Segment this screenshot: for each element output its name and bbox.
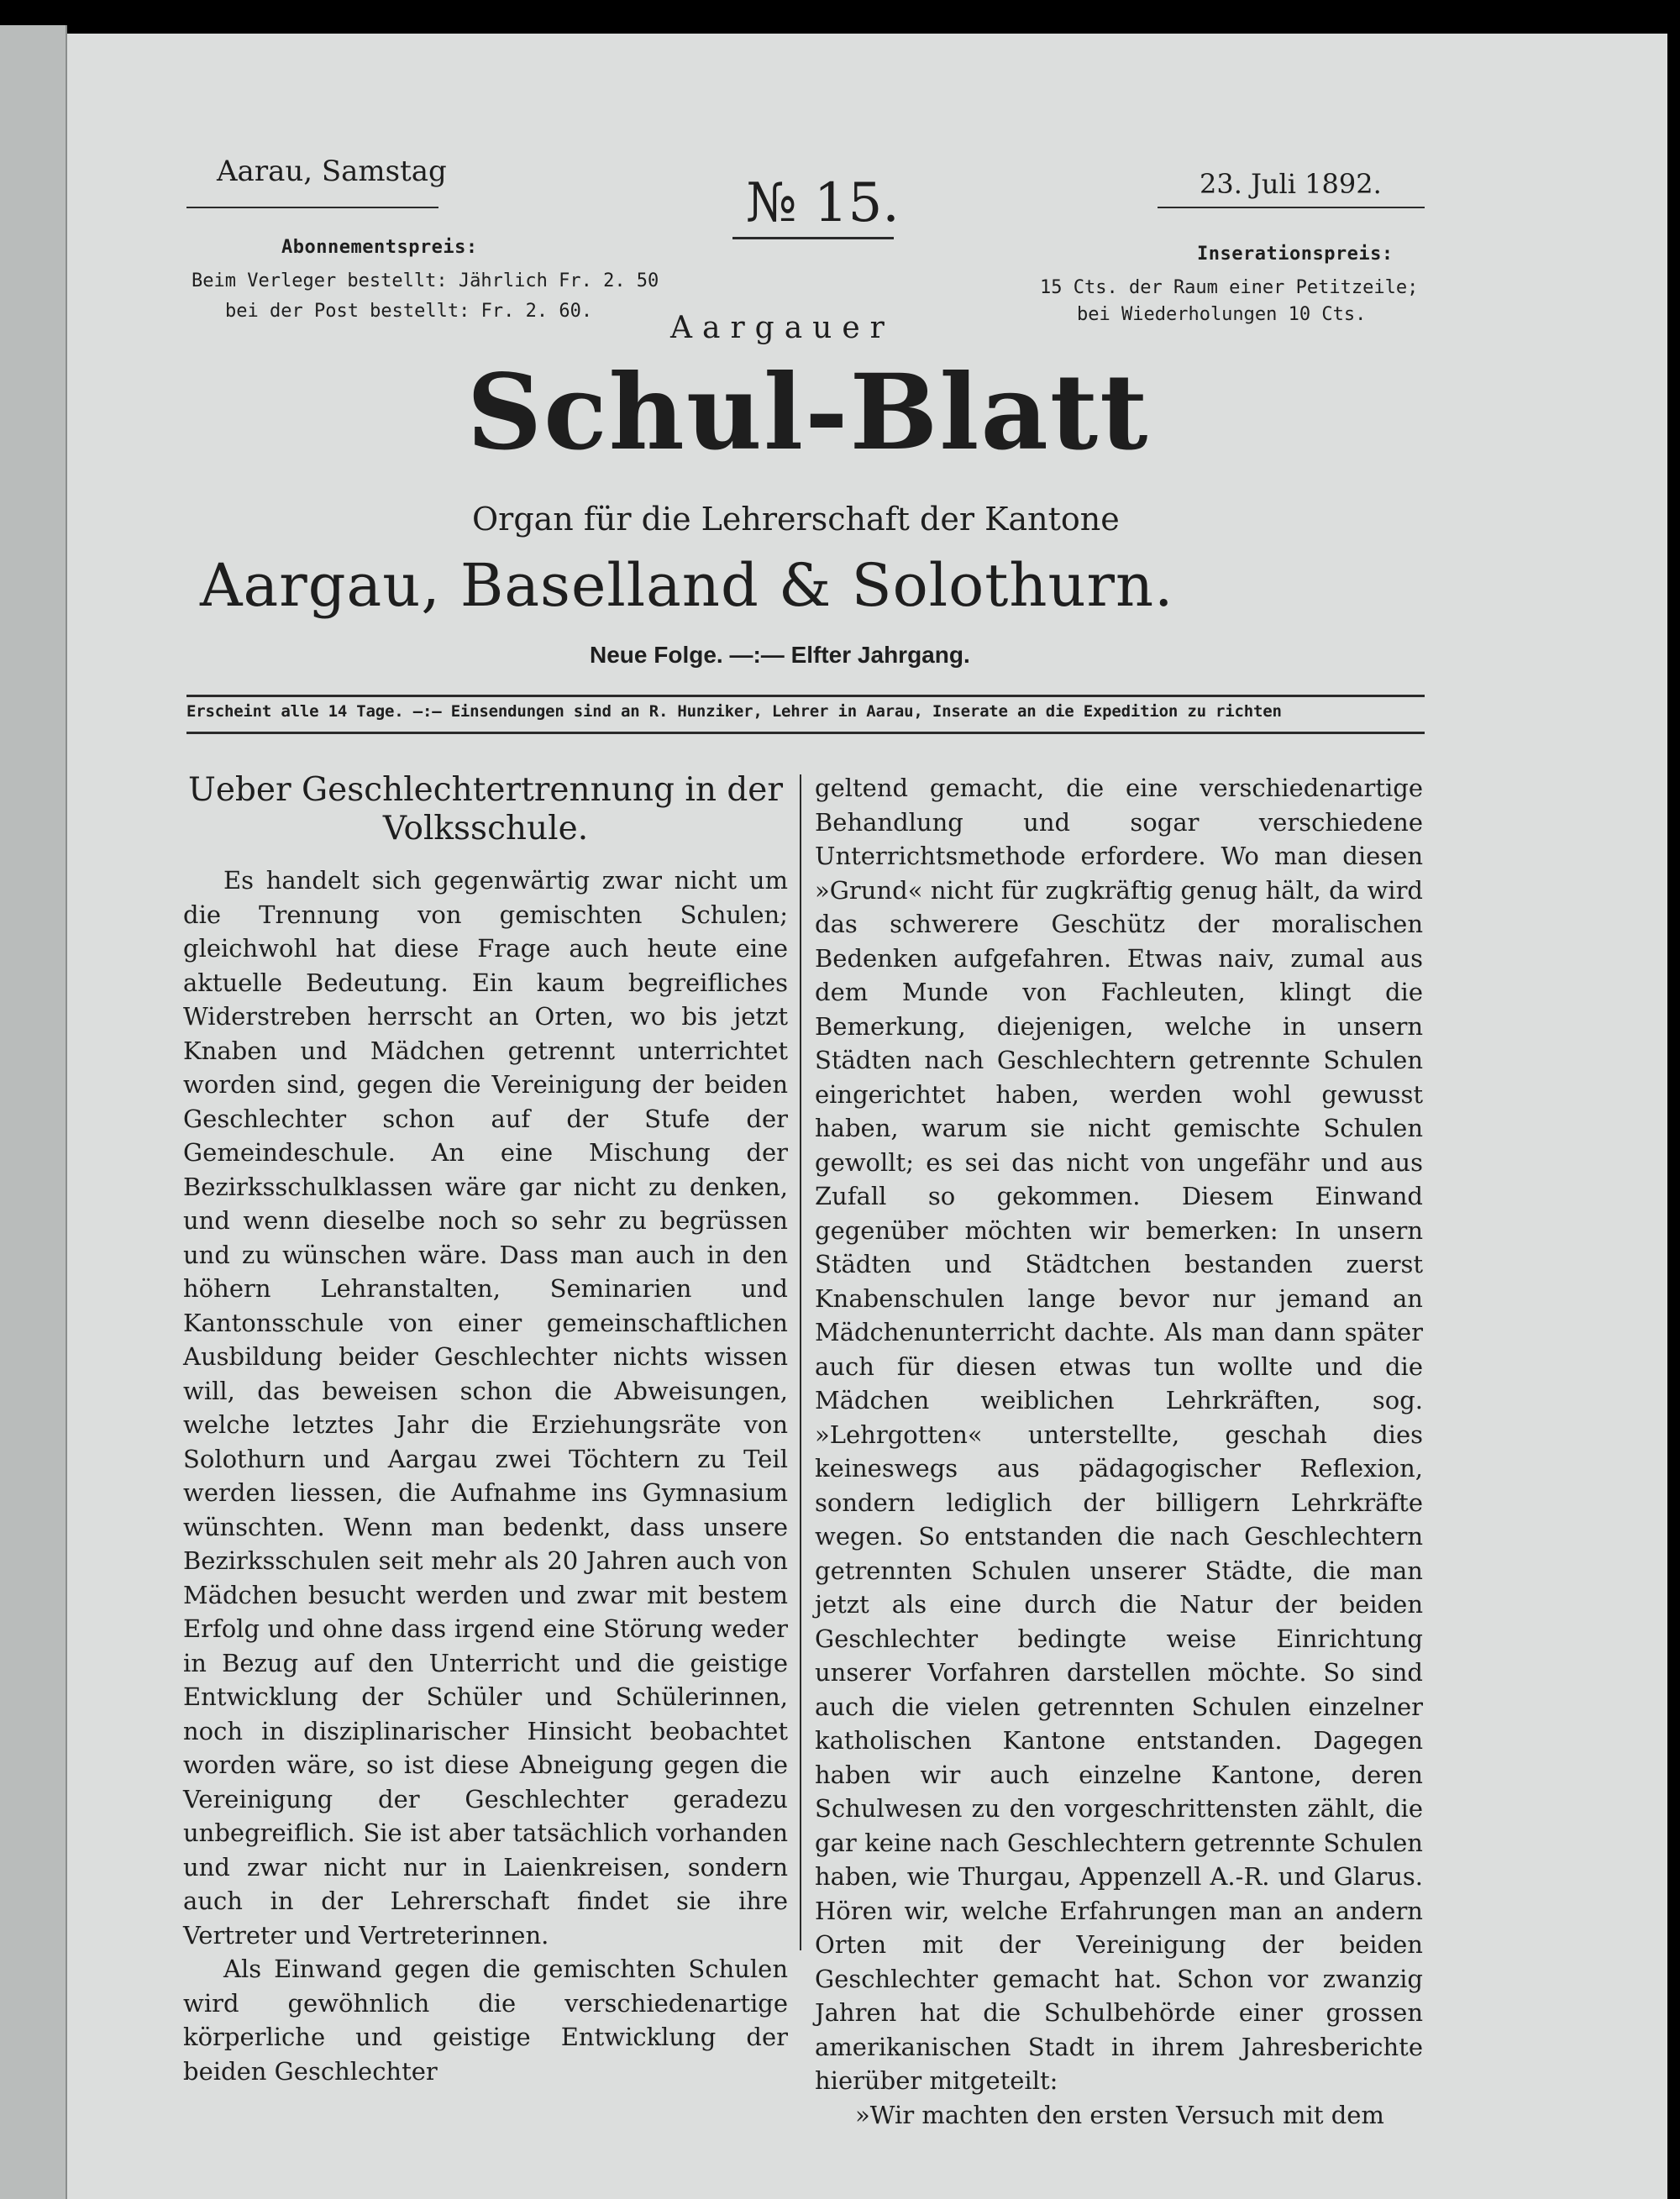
publication-notice: Erscheint alle 14 Tage. —:— Einsendungen sind an R. Hunziker, Lehrer in Aarau, Inserate an die Expedition zu richten <box>186 702 1282 721</box>
notice-rule-top <box>186 695 1425 697</box>
subscription-title: Abonnementspreis: <box>281 237 478 258</box>
article-column-right <box>815 771 1423 2132</box>
article-paragraph: »Wir machten den ersten Versuch mit dem <box>855 2100 1384 2129</box>
masthead-title: Schul-Blatt <box>466 352 1150 474</box>
header-rule-right <box>1158 207 1425 208</box>
previous-page-edge <box>0 25 67 2199</box>
masthead-pretitle: Aargauer <box>670 311 895 345</box>
header-place-day: Aarau, Samstag <box>217 155 447 188</box>
subscription-line-1: Beim Verleger bestellt: Jährlich Fr. 2. 50 <box>192 270 659 291</box>
insertion-line-2: bei Wiederholungen 10 Cts. <box>1077 304 1367 325</box>
masthead-cantons: Aargau, Baselland & Solothurn. <box>200 551 1174 620</box>
article-paragraph: Als Einwand gegen die gemischten Schulen wird gewöhnlich die verschiedenartige körperliche und geistige Entwicklung der beiden Geschlechter <box>183 1955 788 2086</box>
masthead-subtitle: Organ für die Lehrerschaft der Kantone <box>472 501 1120 538</box>
article-title: Ueber Geschlechtertrennung in der Volksschule. <box>187 771 784 848</box>
article-paragraph: geltend gemacht, die eine verschiedenartige Behandlung und sogar verschiedene Unterrichtsmethode erfordere. Wo man diesen »Grund« nicht für zugkräftig genug hält, da wird das schwerere Geschütz der moralischen Bedenken aufgefahren. Etwas naiv, zumal aus dem Munde von Fachleuten, klingt die Bemerkung, diejenigen, welche in unsern Städten nach Geschlechtern getrennte Schulen eingerichtet haben, werden wohl gewusst haben, warum sie nicht gemischte Schulen gewollt; es sei das nicht von ungefähr und aus Zufall so gekommen. Diesem Einwand gegenüber möchten wir bemerken: In unsern Städten und Städtchen bestanden zuerst Knabenschulen lange bevor nur jemand an Mädchenunterricht dachte. Als man dann später auch für diesen etwas tun wollte und die Mädchen weiblichen Lehrkräften, sog. »Lehrgotten« unterstellte, geschah dies keineswegs aus pädagogischer Reflexion, sondern lediglich der billigern Lehrkräfte wegen. So entstanden die nach Geschlechtern getrennten Schulen unserer Städte, die man jetzt als eine durch die Natur der beiden Geschlechter bedingte weise Einrichtung unserer Vorfahren darstellen möchte. So sind auch die vielen getrennten Schulen einzelner katholischen Kantone entstanden. Dagegen haben wir auch einzelne Kantone, deren Schulwesen zu den vorgeschrittensten zählt, die gar keine nach Geschlechtern getrennte Schulen haben, wie Thurgau, Appenzell A.-R. und Glarus. Hören wir, welche Erfahrungen man an andern Orten mit der Vereinigung der beiden Geschlechter gemacht hat. Schon vor zwanzig Jahren hat die Schulbehörde einer grossen amerikanischen Stadt in ihrem Jahresberichte hierüber mitgeteilt: <box>815 774 1423 2095</box>
issue-date: 23. Juli 1892. <box>1200 168 1382 200</box>
insertion-title: Inserationspreis: <box>1197 244 1394 265</box>
article-column-left <box>183 771 788 2088</box>
series-line: Neue Folge. —:— Elfter Jahrgang. <box>590 642 970 668</box>
header-rule-center <box>732 237 894 239</box>
insertion-line-1: 15 Cts. der Raum einer Petitzeile; <box>1040 277 1419 298</box>
issue-number: № 15. <box>746 172 900 234</box>
column-divider <box>800 774 801 1950</box>
header-rule-left <box>186 207 438 208</box>
notice-rule-bottom <box>186 732 1425 734</box>
subscription-line-2: bei der Post bestellt: Fr. 2. 60. <box>225 301 593 322</box>
article-paragraph: Es handelt sich gegenwärtig zwar nicht um die Trennung von gemischten Schulen; gleichwohl hat diese Frage auch heute eine aktuelle Bedeutung. Ein kaum begreifliches Widerstreben herrscht an Orten, wo bis jetzt Knaben und Mädchen getrennt unterrichtet worden sind, gegen die Vereinigung der beiden Geschlechter schon auf der Stufe der Gemeindeschule. An eine Mischung der Bezirksschulklassen wäre gar nicht zu denken, und wenn dieselbe noch so sehr zu begrüssen und zu wünschen wäre. Dass man auch in den höhern Lehranstalten, Seminarien und Kantonsschule von einer gemeinschaftlichen Ausbildung beider Geschlechter nichts wissen will, das beweisen schon die Abweisungen, welche letztes Jahr die Erziehungsräte von Solothurn und Aargau zwei Töchtern zu Teil werden liessen, die Aufnahme ins Gymnasium wünschten. Wenn man bedenkt, dass unsere Bezirksschulen seit mehr als 20 Jahren auch von Mädchen besucht werden und zwar mit bestem Erfolg und ohne dass irgend eine Störung weder in Bezug auf den Unterricht und die geistige Entwicklung der Schüler und Schülerinnen, noch in disziplinarischer Hinsicht beobachtet worden wäre, so ist diese Abneigung gegen die Vereinigung der Geschlechter geradezu unbegreiflich. Sie ist aber tatsächlich vorhanden und zwar nicht nur in Laienkreisen, sondern auch in der Lehrerschaft findet sie ihre Vertreter und Vertreterinnen. <box>183 866 788 1950</box>
